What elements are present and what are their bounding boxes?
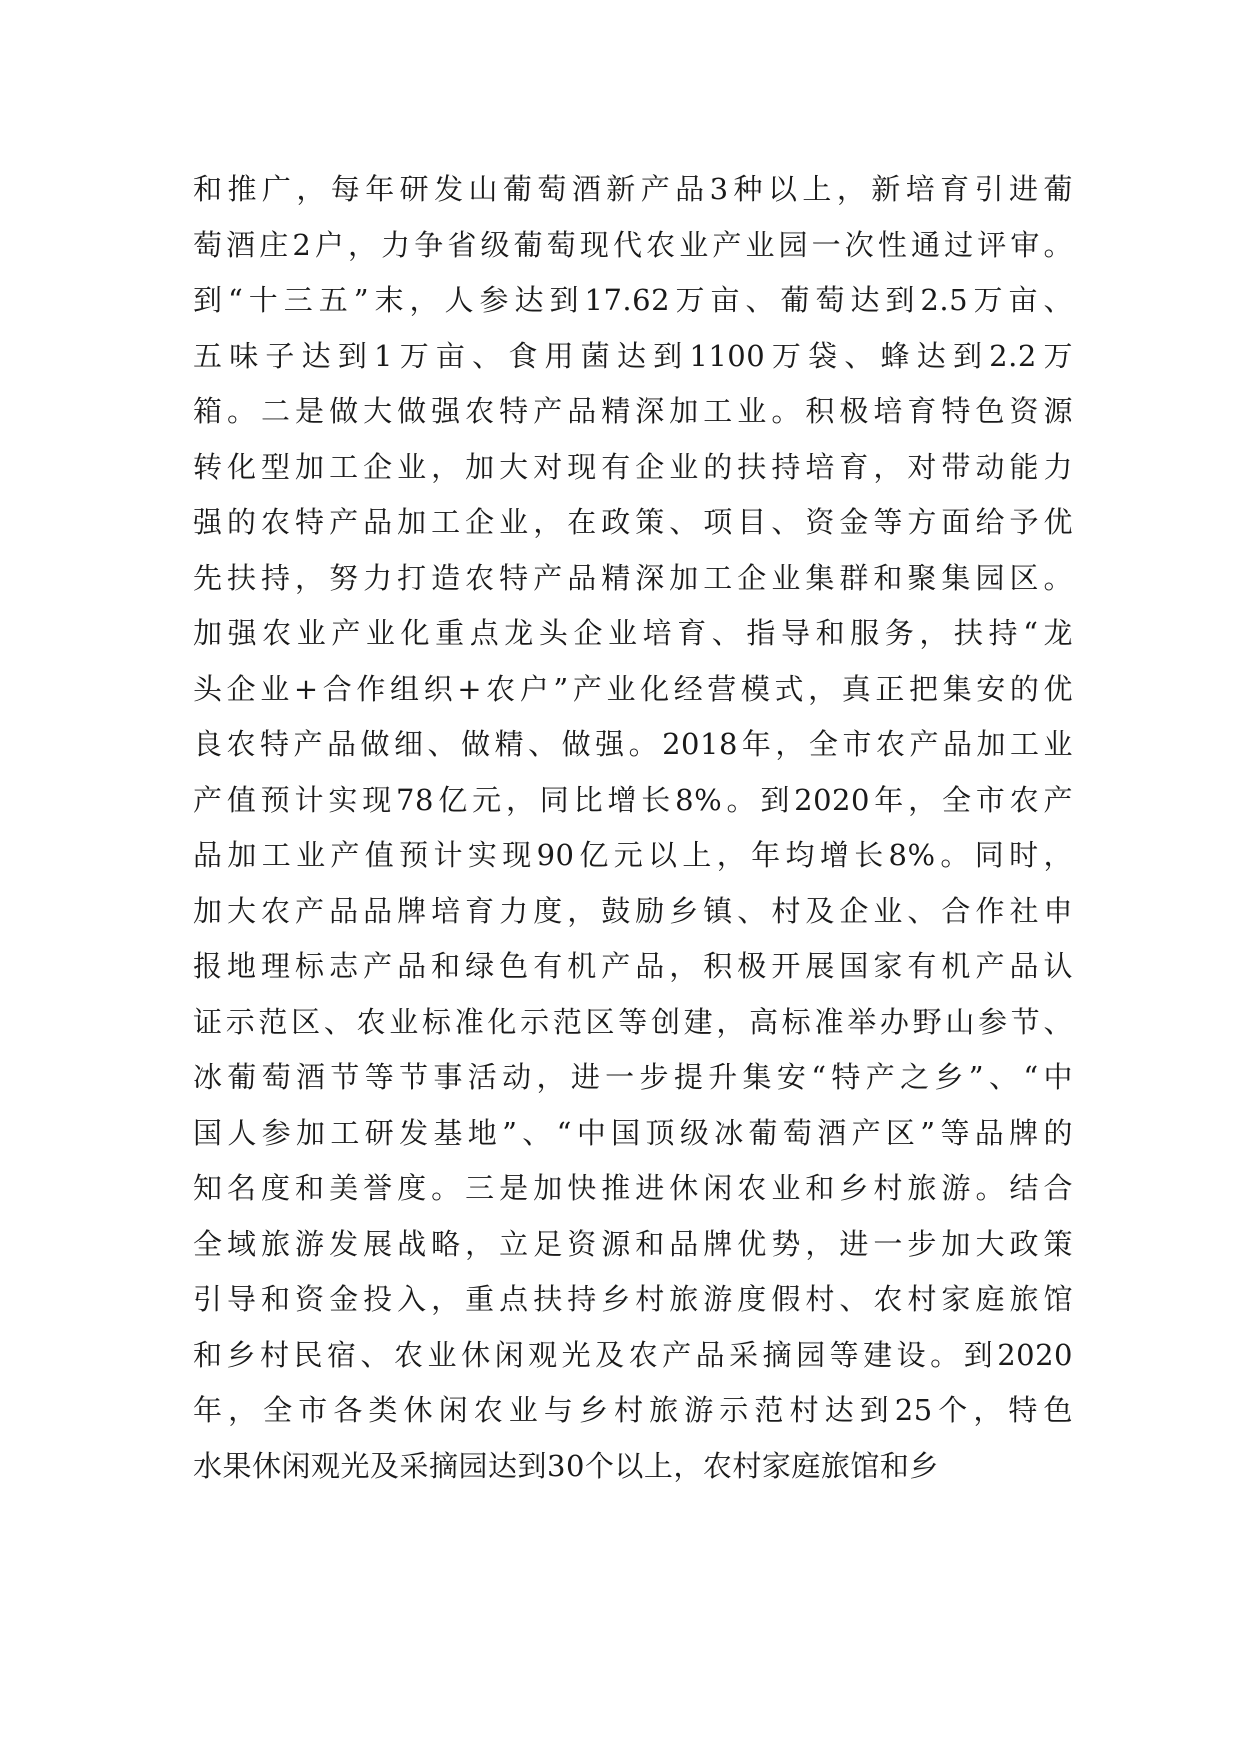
text-line: 良农特产品做细、做精、做强。2018年，全市农产品加工业 (193, 727, 1073, 761)
text-line: 强的农特产品加工企业，在政策、项目、资金等方面给予优 (193, 505, 1073, 539)
text-line: 加强农业产业化重点龙头企业培育、指导和服务，扶持“龙 (193, 616, 1073, 650)
text-line: 头企业+合作组织+农户”产业化经营模式，真正把集安的优 (193, 671, 1073, 706)
text-line: 品加工业产值预计实现90亿元以上，年均增长8%。同时， (193, 838, 1073, 872)
body-text (193, 162, 1073, 1494)
text-line: 萄酒庄2户，力争省级葡萄现代农业产业园一次性通过评审。 (193, 227, 1073, 262)
text-line: 产值预计实现78亿元，同比增长8%。到2020年，全市农产 (193, 782, 1073, 817)
text-line: 引导和资金投入，重点扶持乡村旅游度假村、农村家庭旅馆 (193, 1282, 1073, 1316)
text-line: 先扶持，努力打造农特产品精深加工企业集群和聚集园区。 (193, 560, 1073, 595)
text-line: 到“十三五”末，人参达到17.62万亩、葡萄达到2.5万亩、 (193, 283, 1073, 317)
text-line: 加大农产品品牌培育力度，鼓励乡镇、村及企业、合作社申 (193, 893, 1073, 928)
text-line: 箱。二是做大做强农特产品精深加工业。积极培育特色资源 (193, 394, 1073, 428)
text-line: 报地理标志产品和绿色有机产品，积极开展国家有机产品认 (193, 949, 1073, 983)
text-line: 和乡村民宿、农业休闲观光及农产品采摘园等建设。到2020 (193, 1337, 1073, 1372)
text-line: 知名度和美誉度。三是加快推进休闲农业和乡村旅游。结合 (193, 1171, 1073, 1205)
text-line: 证示范区、农业标准化示范区等创建，高标准举办野山参节、 (193, 1004, 1073, 1039)
text-line: 五味子达到1万亩、食用菌达到1100万袋、蜂达到2.2万 (193, 338, 1073, 373)
text-line: 国人参加工研发基地”、“中国顶级冰葡萄酒产区”等品牌的 (193, 1115, 1073, 1150)
text-line: 年，全市各类休闲农业与乡村旅游示范村达到25个，特色 (193, 1393, 1073, 1427)
text-line: 水果休闲观光及采摘园达到30个以上，农村家庭旅馆和乡 (193, 1448, 939, 1483)
text-line: 全域旅游发展战略，立足资源和品牌优势，进一步加大政策 (193, 1226, 1073, 1261)
text-line: 冰葡萄酒节等节事活动，进一步提升集安“特产之乡”、“中 (193, 1060, 1073, 1094)
text-line: 和推广，每年研发山葡萄酒新产品3种以上，新培育引进葡 (193, 172, 1073, 206)
text-line: 转化型加工企业，加大对现有企业的扶持培育，对带动能力 (193, 449, 1073, 484)
